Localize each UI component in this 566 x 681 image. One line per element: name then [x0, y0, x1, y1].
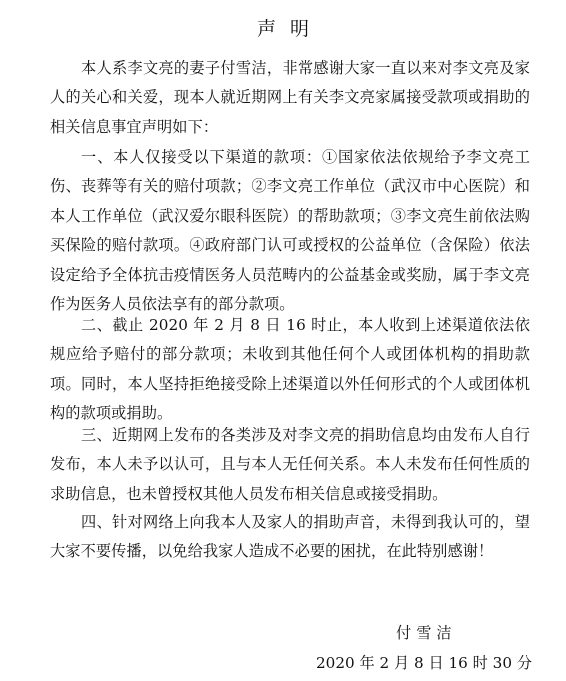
clause-two-paragraph: 二、截止 2020 年 2 月 8 日 16 时止，本人收到上述渠道依法依规应给予赔付的部分款项；未收到其他任何个人或团体机构的捐助款项。同时，本人坚持拒绝接受除上述渠道以外任何形式的个人或团体机构的款项或捐助。	[50, 316, 530, 423]
clause-four-paragraph: 四、针对网络上向我本人及家人的捐助声音，未得到我认可的，望大家不要传播，以免给我家人造成不必要的困扰，在此特别感谢！	[50, 513, 530, 561]
signature-date: 2020 年 2 月 8 日 16 时 30 分	[316, 654, 533, 672]
document-title: 声明	[256, 18, 323, 40]
signature-name: 付雪洁	[396, 624, 457, 642]
clause-three-paragraph: 三、近期网上发布的各类涉及对李文亮的捐助信息均由发布人自行发布，本人未予以认可，且与本人无任何关系。本人未发布任何性质的求助信息，也未曾授权其他人员发布相关信息或接受捐助。	[50, 426, 530, 503]
clause-one-paragraph: 一、本人仅接受以下渠道的款项：①国家依法依规给予李文亮工伤、丧葬等有关的赔付项款；②李文亮工作单位（武汉市中心医院）和本人工作单位（武汉爱尔眼科医院）的帮助款项；③李文亮生前依法购买保险的赔付款项。④政府部门认可或授权的公益单位（含保险）依法设定给予全体抗击疫情医务人员范畴内的公益基金或奖励，属于李文亮作为医务人员依法享有的部分款项。	[50, 148, 530, 314]
intro-paragraph: 本人系李文亮的妻子付雪洁，非常感谢大家一直以来对李文亮及家人的关心和关爱，现本人就近期网上有关李文亮家属接受款项或捐助的相关信息事宜声明如下：	[50, 59, 530, 136]
